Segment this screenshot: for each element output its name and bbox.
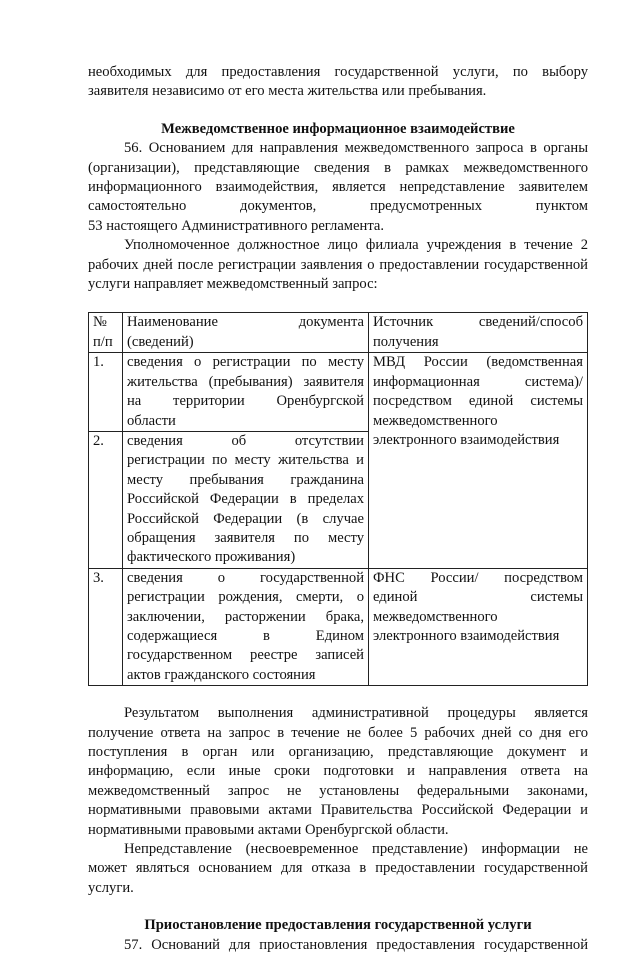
result-line: информацию, если иные сроки подготовки и направления ответа на	[88, 763, 588, 780]
paragraph-57-line: 57. Оснований для приостановления предоставления государственной	[124, 936, 588, 953]
row-source-line: электронного взаимодействия	[373, 627, 560, 644]
header-doc-cell	[123, 313, 369, 353]
intro-line: необходимых для предоставления государственной услуги, по выбору	[88, 64, 588, 80]
row-doc-line: обращения заявителя по месту	[127, 529, 364, 546]
row-doc-line: фактического проживания)	[127, 549, 296, 566]
p56-line: информационного взаимодействия, является непредставление заявителем	[88, 179, 588, 196]
row-doc-line: Российской Федерации (в случае	[127, 510, 364, 527]
row-doc-line: регистрации рождения, смерти, о	[127, 589, 364, 606]
row-source-line: МВД России (ведомственная	[373, 354, 583, 371]
row-source-cell	[369, 568, 588, 685]
header-num-line: №	[93, 314, 107, 331]
header-doc-line: (сведений)	[127, 333, 194, 350]
row-doc-line: сведения о государственной	[127, 569, 364, 586]
header-num-cell	[89, 313, 123, 353]
paragraph-56	[88, 139, 588, 236]
result-paragraph	[88, 704, 588, 840]
row-doc-line: регистрации по месту жительства и	[127, 452, 364, 469]
official-line: Уполномоченное должностное лицо филиала учреждения в течение 2	[124, 237, 588, 254]
row-doc-cell	[123, 431, 369, 568]
header-num-line: п/п	[93, 333, 113, 350]
p56-line: самостоятельно документов, предусмотренных пунктом	[88, 198, 588, 215]
row-doc-cell	[123, 353, 369, 432]
result-line: межведомственный запрос не установлены федеральными законами,	[88, 782, 588, 799]
non-submission-line: Непредставление (несвоевременное представление) информации не	[124, 841, 588, 858]
header-source-line: получения	[373, 333, 439, 350]
p56-line: 56. Основанием для направления межведомственного запроса в органы	[124, 140, 588, 157]
header-source-line: Источник сведений/способ	[373, 314, 583, 331]
table-row	[89, 568, 588, 685]
row-doc-cell	[123, 568, 369, 685]
p56-line: 53 настоящего Административного регламента.	[88, 217, 385, 234]
row-source-line: единой системы	[373, 589, 583, 606]
row-doc-line: области	[127, 412, 176, 429]
result-line: нормативными правовыми актами Правительства Российской Федерации и	[88, 802, 588, 819]
row-num-cell: 3.	[89, 568, 123, 685]
header-doc-line: Наименование документа	[127, 314, 364, 331]
row-doc-line: содержащиеся в Едином	[127, 627, 364, 644]
row-doc-line: жительства (пребывания) заявителя	[127, 373, 364, 390]
row-doc-line: месту пребывания гражданина	[127, 471, 364, 488]
request-table	[88, 312, 588, 686]
non-submission-line: услуги.	[88, 879, 134, 896]
row-doc-line: сведения об отсутствии	[127, 432, 364, 449]
row-source-line: информационная система)/	[373, 373, 583, 390]
non-submission-line: может являться основанием для отказа в предоставлении государственной	[88, 860, 588, 877]
row-source-line: электронного взаимодействия	[373, 431, 560, 448]
official-line: рабочих дней после регистрации заявления о предоставлении государственной	[88, 256, 588, 273]
row-num-cell: 1.	[89, 353, 123, 432]
result-line: Результатом выполнения административной процедуры является	[124, 705, 588, 722]
non-submission-paragraph	[88, 840, 588, 898]
row-source-line: ФНС России/ посредством	[373, 569, 583, 586]
row-source-line: межведомственного	[373, 412, 498, 429]
table-header-row	[89, 313, 588, 353]
row-source-line: посредством единой системы	[373, 393, 583, 410]
paragraph-official	[88, 236, 588, 294]
p56-line: (организации), представляющие сведения в рамках межведомственного	[88, 159, 588, 176]
official-line: услуги направляет межведомственный запрос:	[88, 276, 378, 293]
row-doc-line: заключении, расторжении брака,	[127, 608, 364, 625]
document-page	[88, 63, 588, 955]
row-doc-line: Российской Федерации в пределах	[127, 491, 364, 508]
result-line: получение ответа на запрос в течение не более 5 рабочих дней со дня его	[88, 724, 588, 741]
row-doc-line: сведения о регистрации по месту	[127, 354, 364, 371]
intro-line: заявителя независимо от его места жительства или пребывания.	[88, 83, 487, 100]
result-line: поступления в орган или организацию, представляющие документ и	[88, 744, 588, 760]
section-heading-interagency: Межведомственное информационное взаимодействие	[161, 120, 515, 137]
row-doc-line: актов гражданского состояния	[127, 666, 316, 683]
section-heading-suspension: Приостановление предоставления государственной услуги	[144, 917, 532, 934]
row-doc-line: на территории Оренбургской	[127, 393, 364, 410]
row-source-line: межведомственного	[373, 608, 498, 625]
result-line: нормативными правовыми актами Оренбургской области.	[88, 821, 449, 838]
row-num-cell: 2.	[89, 431, 123, 568]
header-source-cell	[369, 313, 588, 353]
row-source-merged-cell	[369, 353, 588, 568]
row-doc-line: государственном реестре записей	[127, 647, 364, 664]
table-row	[89, 353, 588, 432]
intro-paragraph	[88, 63, 588, 102]
